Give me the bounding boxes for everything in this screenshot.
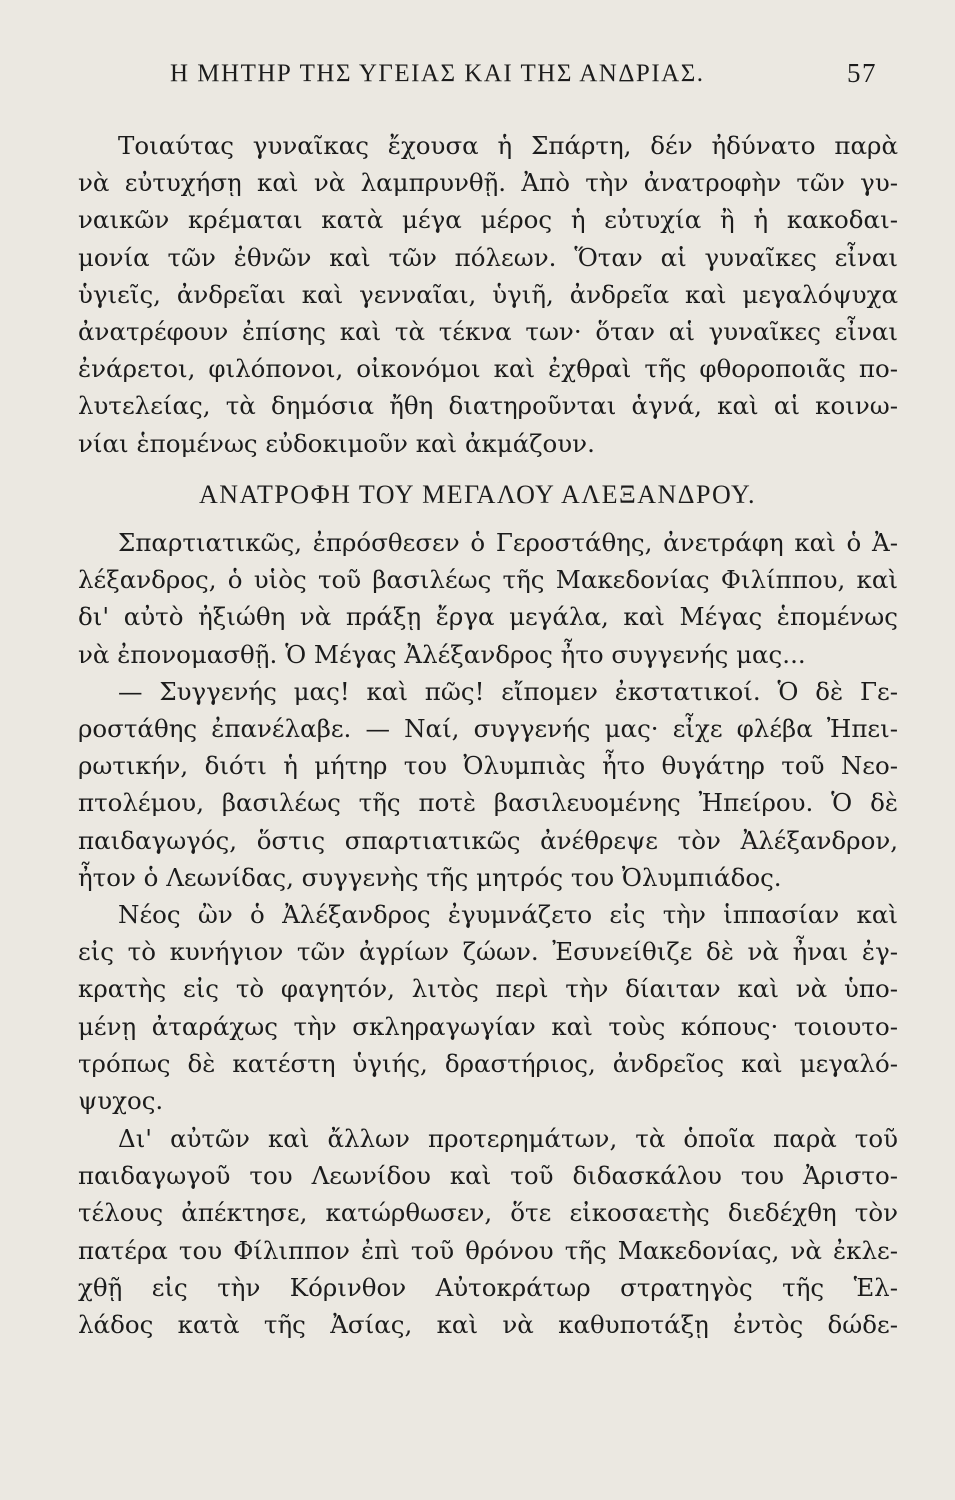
paragraph-alexander-achievements bbox=[78, 1120, 898, 1343]
paragraph-alexander-training bbox=[78, 896, 898, 1119]
text-line: νίαι ἑπομένως εὐδοκιμοῦν καὶ ἀκμάζουν. bbox=[78, 428, 595, 458]
section-heading: ΑΝΑΤΡΟΦΗ ΤΟΥ ΜΕΓΑΛΟΥ ΑΛΕΞΑΝΔΡΟΥ. bbox=[198, 480, 757, 509]
text-line: Σπαρτιατικῶς, ἐπρόσθεσεν ὁ Γεροστάθης, ἀνετράφη καὶ ὁ Ἀ- bbox=[118, 528, 898, 557]
text-line: λυτελείας, τὰ δημόσια ἤθη διατηροῦνται ἁγνά, καὶ αἱ κοινω- bbox=[78, 391, 898, 421]
text-line: λάδος κατὰ τῆς Ἀσίας, καὶ νὰ καθυποτάξῃ ἐντὸς δώδε- bbox=[78, 1309, 898, 1339]
text-line: ψυχος. bbox=[78, 1085, 164, 1115]
text-line: πατέρα του Φίλιππον ἐπὶ τοῦ θρόνου τῆς Μακεδονίας, νὰ ἐκλε- bbox=[78, 1235, 898, 1265]
paragraph-alexander-upbringing bbox=[78, 524, 898, 896]
text-line: ἀνατρέφουν ἐπίσης καὶ τὰ τέκνα των· ὅταν αἱ γυναῖκες εἶναι bbox=[78, 316, 898, 346]
text-line: νὰ ἐπονομασθῇ. Ὁ Μέγας Ἀλέξανδρος ἦτο συγγενής μας... bbox=[78, 639, 806, 669]
text-line: ὑγιεῖς, ἀνδρεῖαι καὶ γενναῖαι, ὑγιῆ, ἀνδρεῖα καὶ μεγαλόψυχα bbox=[78, 279, 898, 309]
text-line: μένῃ ἀταράχως τὴν σκληραγωγίαν καὶ τοὺς κόπους· τοιουτο- bbox=[78, 1011, 898, 1041]
paragraph-women-of-sparta bbox=[78, 127, 898, 462]
text-line: νὰ εὐτυχήσῃ καὶ νὰ λαμπρυνθῇ. Ἀπὸ τὴν ἀνατροφὴν τῶν γυ- bbox=[78, 168, 898, 198]
text-line: Τοιαύτας γυναῖκας ἔχουσα ἡ Σπάρτη, δέν ἠδύνατο παρὰ bbox=[118, 131, 898, 160]
text-line: ἦτον ὁ Λεωνίδας, συγγενὴς τῆς μητρός του Ὀλυμπιάδος. bbox=[78, 862, 782, 892]
text-line: Νέος ὢν ὁ Ἀλέξανδρος ἐγυμνάζετο εἰς τὴν ἱππασίαν καὶ bbox=[118, 900, 898, 929]
text-line: εἰς τὸ κυνήγιον τῶν ἀγρίων ζώων. Ἐσυνείθιζε δὲ νὰ ἦναι ἐγ- bbox=[78, 937, 898, 967]
page-number: 57 bbox=[847, 58, 877, 88]
text-line: ρωτικήν, διότι ἡ μήτηρ του Ὀλυμπιὰς ἦτο θυγάτηρ τοῦ Νεο- bbox=[78, 751, 898, 781]
running-title: Η ΜΗΤΗΡ ΤΗΣ ΥΓΕΙΑΣ ΚΑΙ ΤΗΣ ΑΝΔΡΙΑΣ. bbox=[170, 60, 705, 87]
text-line: δι' αὐτὸ ἠξιώθη νὰ πράξῃ ἔργα μεγάλα, καὶ Μέγας ἑπομένως bbox=[78, 602, 898, 632]
text-line: τέλους ἀπέκτησε, κατώρθωσεν, ὅτε εἰκοσαετὴς διεδέχθη τὸν bbox=[78, 1198, 898, 1228]
text-line: τρόπως δὲ κατέστη ὑγιής, δραστήριος, ἀνδρεῖος καὶ μεγαλό- bbox=[78, 1048, 898, 1078]
text-line: ἐνάρετοι, φιλόπονοι, οἰκονόμοι καὶ ἐχθραὶ τῆς φθοροποιᾶς πο- bbox=[78, 354, 898, 384]
text-line: Δι' αὐτῶν καὶ ἄλλων προτερημάτων, τὰ ὁποῖα παρὰ τοῦ bbox=[118, 1124, 898, 1153]
text-line: — Συγγενής μας! καὶ πῶς! εἴπομεν ἐκστατικοί. Ὁ δὲ Γε- bbox=[118, 676, 898, 706]
text-line: χθῇ εἰς τὴν Κόρινθον Αὐτοκράτωρ στρατηγὸς τῆς Ἑλ- bbox=[78, 1272, 898, 1302]
text-line: παιδαγωγός, ὅστις σπαρτιατικῶς ἀνέθρεψε τὸν Ἀλέξανδρον, bbox=[78, 825, 898, 855]
text-line: λέξανδρος, ὁ υἱὸς τοῦ βασιλέως τῆς Μακεδονίας Φιλίππου, καὶ bbox=[78, 565, 898, 595]
text-line: παιδαγωγοῦ του Λεωνίδου καὶ τοῦ διδασκάλου του Ἀριστο- bbox=[78, 1161, 898, 1191]
text-line: κρατὴς εἰς τὸ φαγητόν, λιτὸς περὶ τὴν δίαιταν καὶ νὰ ὑπο- bbox=[78, 974, 898, 1004]
text-line: ροστάθης ἐπανέλαβε. — Ναί, συγγενής μας· εἶχε φλέβα Ἠπει- bbox=[78, 713, 898, 743]
running-header bbox=[78, 58, 877, 92]
text-line: πτολέμου, βασιλέως τῆς ποτὲ βασιλευομένης Ἠπείρου. Ὁ δὲ bbox=[78, 788, 898, 818]
text-line: ναικῶν κρέμαται κατὰ μέγα μέρος ἡ εὐτυχία ἢ ἡ κακοδαι- bbox=[78, 205, 898, 235]
text-line: μονία τῶν ἐθνῶν καὶ τῶν πόλεων. Ὅταν αἱ γυναῖκες εἶναι bbox=[78, 242, 898, 272]
